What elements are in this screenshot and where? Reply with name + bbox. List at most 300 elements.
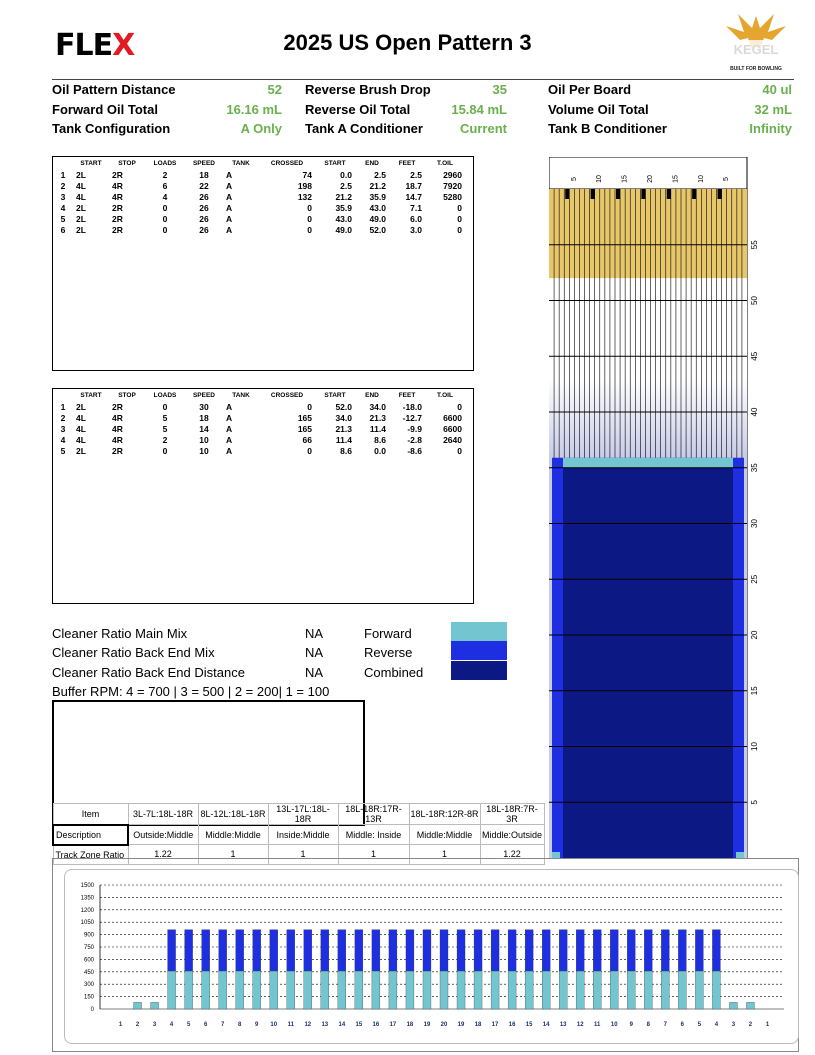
table-cell: 2	[162, 169, 168, 180]
bar-forward	[542, 971, 550, 1009]
y-tick-label: 1350	[80, 895, 94, 902]
info-value: 15.84 mL	[451, 102, 507, 117]
legend-combined-label: Combined	[364, 665, 424, 680]
table-cell: 4R	[112, 434, 123, 445]
bar-forward	[474, 971, 482, 1009]
table-cell: 26	[199, 213, 209, 224]
table-cell: 4R	[112, 412, 123, 423]
column-header: FEET	[398, 159, 416, 167]
x-tick-label: 1	[765, 1022, 770, 1028]
bar-reverse	[253, 930, 261, 971]
distance-label: 20	[750, 630, 759, 640]
table-cell: 2L	[76, 202, 86, 213]
table-cell: 4L	[76, 412, 86, 423]
x-tick-label: 1	[118, 1022, 123, 1028]
table-cell: 2L	[76, 445, 86, 456]
bar-reverse	[593, 930, 601, 971]
bar-reverse	[202, 930, 210, 971]
table-cell: 2R	[112, 213, 123, 224]
info-value: A Only	[240, 121, 282, 136]
table-cell: 2R	[112, 202, 123, 213]
table-header-row	[53, 157, 465, 169]
distance-label: 5	[750, 800, 759, 805]
table-cell: 6	[162, 180, 168, 191]
target-mark	[565, 189, 569, 199]
table-cell: 2R	[112, 224, 123, 235]
bar-reverse	[372, 930, 380, 971]
table-row	[53, 169, 465, 180]
x-tick-label: 15	[355, 1022, 363, 1028]
bar-reverse	[712, 930, 720, 971]
y-tick-label: 1200	[80, 907, 94, 914]
bar-forward	[712, 971, 720, 1009]
table-cell: 0	[162, 401, 168, 412]
column-header: T.OIL	[437, 159, 453, 167]
distance-label: 25	[750, 574, 759, 584]
x-tick-label: 6	[680, 1022, 685, 1028]
y-tick-label: 1050	[80, 920, 94, 927]
table-cell: -9.9	[407, 423, 422, 434]
table-cell: 0	[457, 213, 462, 224]
bar-reverse	[185, 930, 193, 971]
y-tick-label: 150	[83, 994, 94, 1001]
table-cell: 0	[307, 213, 312, 224]
info-value: Infinity	[749, 121, 792, 136]
table-cell: 49.0	[335, 224, 352, 235]
bar-reverse	[270, 930, 278, 971]
lane-top-tick: 20	[647, 175, 654, 183]
table-cell: 10	[199, 445, 209, 456]
table-cell: 35.9	[335, 202, 352, 213]
table-cell: 5	[60, 213, 66, 224]
table-cell: 6600	[443, 423, 462, 434]
table-cell: 1	[60, 401, 66, 412]
x-tick-label: 14	[542, 1022, 550, 1028]
column-header: SPEED	[192, 159, 216, 167]
lane-top-tick: 5	[723, 177, 731, 181]
table-cell: 22	[199, 180, 209, 191]
table-cell: 2L	[76, 169, 86, 180]
cleaner-main-mix-label: Cleaner Ratio Main Mix	[52, 626, 188, 641]
reverse-program-table	[52, 388, 474, 604]
track-zone-item: 18L-18R:17R-13R	[338, 804, 409, 825]
info-value: Current	[460, 121, 507, 136]
table-cell: 7.1	[410, 202, 422, 213]
track-zone-item: 8L-12L:18L-18R	[198, 804, 268, 825]
y-tick-label: 450	[83, 969, 94, 976]
table-cell: 43.0	[369, 202, 386, 213]
table-row	[53, 213, 465, 224]
x-tick-label: 18	[406, 1022, 414, 1028]
lane-top-tick: 15	[621, 175, 629, 183]
table-row	[53, 412, 465, 423]
table-cell: 0	[457, 224, 462, 235]
x-tick-label: 12	[304, 1022, 312, 1028]
table-cell: A	[226, 423, 233, 434]
table-cell: 7920	[443, 180, 462, 191]
info-label: Volume Oil Total	[548, 102, 649, 117]
flex-logo-text: FLEX	[55, 28, 135, 63]
bar-reverse	[219, 930, 227, 971]
buffer-rpm: Buffer RPM: 4 = 700 | 3 = 500 | 2 = 200| 1 = 100	[52, 684, 330, 699]
reverse-table	[53, 389, 465, 456]
table-cell: 43.0	[335, 213, 352, 224]
x-tick-label: 11	[287, 1022, 294, 1028]
bar-reverse	[627, 930, 635, 971]
bar-reverse	[678, 930, 686, 971]
lane-top-tick: 10	[697, 175, 705, 183]
table-cell: -2.8	[407, 434, 422, 445]
distance-label: 10	[750, 742, 759, 751]
table-cell: 2L	[76, 401, 86, 412]
bar-reverse	[644, 930, 652, 971]
table-cell: 0.0	[374, 445, 386, 456]
column-header: LOADS	[153, 391, 177, 399]
forward-table	[53, 157, 465, 235]
distance-label: 35	[750, 463, 759, 473]
table-row	[53, 423, 465, 434]
x-tick-label: 11	[594, 1022, 601, 1028]
y-tick-label: 1500	[80, 883, 94, 889]
y-tick-label: 0	[90, 1007, 94, 1013]
info-value: 52	[267, 82, 282, 97]
bar-forward	[236, 971, 244, 1009]
table-cell: 74	[302, 169, 312, 180]
track-zone-item-row	[53, 804, 544, 825]
table-cell: 10	[199, 434, 209, 445]
table-cell: 2	[162, 434, 168, 445]
legend-forward-swatch	[451, 622, 507, 641]
cleaner-back-end-distance-value: NA	[305, 665, 324, 680]
bar-forward	[729, 1002, 737, 1009]
table-cell: 2960	[443, 169, 462, 180]
table-cell: 2.5	[410, 169, 422, 180]
table-cell: 34.0	[335, 412, 352, 423]
y-tick-label: 600	[83, 957, 94, 964]
item-label: Item	[53, 804, 128, 825]
table-cell: 3.0	[410, 224, 422, 235]
bar-reverse	[508, 930, 516, 971]
table-cell: A	[226, 224, 233, 235]
x-tick-label: 15	[525, 1022, 533, 1028]
table-cell: 5	[162, 423, 168, 434]
bar-forward	[219, 971, 227, 1009]
column-header: END	[365, 159, 379, 167]
track-zone-description: Middle:Middle	[409, 825, 480, 845]
table-cell: 52.0	[369, 224, 386, 235]
column-header: TANK	[232, 159, 250, 167]
info-label: Oil Pattern Distance	[52, 82, 176, 97]
distance-label: 50	[750, 296, 759, 305]
column-header: FEET	[398, 391, 416, 399]
column-header: END	[365, 391, 379, 399]
track-zone-ratio: 1	[338, 845, 409, 865]
table-cell: A	[226, 412, 233, 423]
track-zone-description: Middle:Outside	[480, 825, 544, 845]
table-cell: 2.5	[374, 169, 386, 180]
oil-profile-chart	[64, 869, 797, 1042]
bar-forward	[440, 971, 448, 1009]
x-tick-label: 4	[714, 1022, 719, 1028]
x-tick-label: 14	[338, 1022, 346, 1028]
table-cell: A	[226, 445, 233, 456]
bar-forward	[593, 971, 601, 1009]
table-cell: 6600	[443, 412, 462, 423]
table-cell: A	[226, 434, 233, 445]
x-tick-label: 5	[697, 1022, 702, 1028]
table-row	[53, 434, 465, 445]
legend-combined-swatch	[451, 661, 507, 680]
lane-top-tick: 15	[672, 175, 680, 183]
table-cell: 0	[307, 401, 312, 412]
info-row-1	[52, 82, 794, 101]
legend-reverse-swatch	[451, 641, 507, 660]
bar-reverse	[338, 930, 346, 971]
table-cell: -18.0	[402, 401, 422, 412]
info-row-2	[52, 102, 794, 121]
x-tick-label: 19	[457, 1022, 465, 1028]
table-cell: 4L	[76, 423, 86, 434]
table-cell: 2.5	[340, 180, 352, 191]
y-tick-label: 900	[83, 932, 94, 939]
x-tick-label: 7	[663, 1022, 668, 1028]
table-cell: 11.4	[369, 423, 386, 434]
bar-reverse	[525, 930, 533, 971]
x-tick-label: 10	[270, 1022, 278, 1028]
bar-forward	[168, 971, 176, 1009]
distance-label: 15	[750, 686, 759, 696]
bar-forward	[321, 971, 329, 1009]
bar-forward	[491, 971, 499, 1009]
column-header: CROSSED	[270, 391, 304, 399]
table-cell: 21.2	[335, 191, 352, 202]
table-cell: 5	[162, 412, 168, 423]
bar-reverse	[474, 930, 482, 971]
bar-reverse	[304, 930, 312, 971]
table-cell: 11.4	[335, 434, 352, 445]
bar-forward	[270, 971, 278, 1009]
cleaner-back-end-distance-label: Cleaner Ratio Back End Distance	[52, 665, 245, 680]
table-cell: 0	[457, 445, 462, 456]
x-tick-label: 7	[220, 1022, 225, 1028]
track-zone-description: Middle:Middle	[198, 825, 268, 845]
bar-forward	[338, 971, 346, 1009]
x-tick-label: 2	[135, 1022, 140, 1028]
table-cell: 2	[60, 412, 66, 423]
distance-label: 30	[750, 519, 759, 528]
table-cell: 35.9	[369, 191, 386, 202]
column-header: STOP	[118, 391, 136, 399]
table-cell: 30	[199, 401, 209, 412]
legend-forward-label: Forward	[364, 626, 412, 641]
table-cell: 4R	[112, 180, 123, 191]
table-cell: 6.0	[410, 213, 422, 224]
table-cell: -12.7	[402, 412, 422, 423]
x-tick-label: 8	[646, 1022, 650, 1028]
table-cell: 21.3	[369, 412, 386, 423]
target-mark	[591, 189, 595, 199]
forward-program-table	[52, 156, 474, 371]
x-tick-label: 9	[255, 1022, 259, 1028]
table-cell: A	[226, 180, 233, 191]
bar-reverse	[168, 930, 176, 971]
track-zone-item: 18L-18R:7R-3R	[480, 804, 544, 825]
table-cell: 165	[297, 412, 312, 423]
cleaner-back-end-mix-value: NA	[305, 645, 324, 660]
info-label: Oil Per Board	[548, 82, 632, 97]
description-label: Description	[53, 825, 128, 845]
target-mark	[692, 189, 696, 199]
lane-forward-strip	[563, 458, 733, 468]
column-header: STOP	[118, 159, 136, 167]
table-row	[53, 224, 465, 235]
column-header: CROSSED	[270, 159, 304, 167]
table-cell: 4	[162, 191, 168, 202]
x-tick-label: 10	[610, 1022, 618, 1028]
bar-forward	[304, 971, 312, 1009]
bar-forward	[644, 971, 652, 1009]
kegel-tagline: BUILT FOR BOWLING	[730, 66, 782, 72]
table-cell: 2R	[112, 169, 123, 180]
table-cell: 4L	[76, 180, 86, 191]
bar-forward	[406, 971, 414, 1009]
x-tick-label: 4	[169, 1022, 174, 1028]
x-tick-label: 3	[731, 1022, 736, 1028]
x-tick-label: 13	[321, 1022, 329, 1028]
bar-reverse	[559, 930, 567, 971]
x-tick-label: 13	[559, 1022, 567, 1028]
table-cell: 6	[60, 224, 66, 235]
column-header: LOADS	[153, 159, 177, 167]
info-row-3	[52, 121, 794, 140]
table-cell: 0.0	[340, 169, 352, 180]
column-header: SPEED	[192, 391, 216, 399]
table-cell: 4L	[76, 191, 86, 202]
track-zone-ratio: 1.22	[480, 845, 544, 865]
ratio-label: Track Zone Ratio	[53, 845, 128, 865]
info-label: Tank B Conditioner	[548, 121, 667, 136]
table-cell: 26	[199, 202, 209, 213]
x-tick-label: 6	[203, 1022, 208, 1028]
track-zone-description: Inside:Middle	[268, 825, 338, 845]
table-cell: 0	[162, 202, 168, 213]
table-cell: 2R	[112, 401, 123, 412]
bar-forward	[355, 971, 363, 1009]
distance-label: 55	[750, 240, 759, 250]
x-tick-label: 18	[474, 1022, 482, 1028]
bar-forward	[134, 1002, 142, 1009]
table-header-row	[53, 389, 465, 401]
table-cell: 18	[199, 412, 209, 423]
bar-reverse	[236, 930, 244, 971]
column-header: START	[80, 159, 102, 167]
bar-reverse	[287, 930, 295, 971]
table-cell: 0	[307, 224, 312, 235]
table-cell: 52.0	[335, 401, 352, 412]
page-title: 2025 US Open Pattern 3	[283, 30, 532, 55]
distance-label: 45	[750, 351, 759, 361]
info-value: 35	[492, 82, 507, 97]
table-cell: 4	[60, 434, 66, 445]
column-header: START	[324, 391, 346, 399]
column-header: TANK	[232, 391, 250, 399]
target-mark	[616, 189, 620, 199]
table-cell: 4L	[76, 434, 86, 445]
kegel-logo	[720, 6, 792, 74]
track-zone-item: 18L-18R:12R-8R	[409, 804, 480, 825]
bar-reverse	[610, 930, 618, 971]
table-cell: 2640	[443, 434, 462, 445]
lane-light-band	[549, 379, 747, 458]
distance-label: 40	[750, 407, 759, 417]
table-cell: 21.2	[369, 180, 386, 191]
table-cell: 8.6	[340, 445, 352, 456]
bar-forward	[695, 971, 703, 1009]
table-cell: 0	[307, 202, 312, 213]
target-mark	[641, 189, 645, 199]
bar-forward	[508, 971, 516, 1009]
lane-center-oil	[563, 468, 733, 858]
table-cell: 49.0	[369, 213, 386, 224]
cleaner-back-end-mix-label: Cleaner Ratio Back End Mix	[52, 645, 215, 660]
bar-reverse	[321, 930, 329, 971]
bar-forward	[372, 971, 380, 1009]
bar-reverse	[355, 930, 363, 971]
bar-forward	[202, 971, 210, 1009]
table-cell: 5280	[443, 191, 462, 202]
table-cell: 0	[162, 224, 168, 235]
info-value: 16.16 mL	[226, 102, 282, 117]
info-label: Tank Configuration	[52, 121, 171, 136]
bar-forward	[678, 971, 686, 1009]
x-tick-label: 17	[389, 1022, 397, 1028]
cleaner-main-mix-value: NA	[305, 626, 324, 641]
track-zone-description: Middle: Inside	[338, 825, 409, 845]
x-tick-label: 3	[152, 1022, 157, 1028]
lane-top-tick: 5	[570, 177, 578, 181]
info-label: Reverse Brush Drop	[305, 82, 431, 97]
bar-forward	[457, 971, 465, 1009]
bar-forward	[525, 971, 533, 1009]
table-cell: -8.6	[407, 445, 422, 456]
y-tick-label: 300	[83, 982, 94, 989]
table-cell: A	[226, 202, 233, 213]
table-cell: A	[226, 213, 233, 224]
bar-forward	[661, 971, 669, 1009]
bar-reverse	[661, 930, 669, 971]
table-cell: 0	[307, 445, 312, 456]
track-zone-description-row	[53, 825, 544, 845]
table-cell: 165	[297, 423, 312, 434]
bar-forward	[576, 971, 584, 1009]
bar-reverse	[542, 930, 550, 971]
table-cell: 0	[457, 202, 462, 213]
table-cell: 198	[297, 180, 312, 191]
bar-forward	[287, 971, 295, 1009]
column-header: T.OIL	[437, 391, 453, 399]
bar-reverse	[440, 930, 448, 971]
column-header: START	[80, 391, 102, 399]
x-tick-label: 9	[629, 1022, 633, 1028]
track-zone-item: 13L-17L:18L-18R	[268, 804, 338, 825]
table-cell: 0	[457, 401, 462, 412]
info-label: Reverse Oil Total	[305, 102, 411, 117]
table-cell: A	[226, 401, 233, 412]
table-cell: 2	[60, 180, 66, 191]
bar-reverse	[406, 930, 414, 971]
table-cell: 8.6	[374, 434, 386, 445]
table-cell: 3	[60, 191, 66, 202]
